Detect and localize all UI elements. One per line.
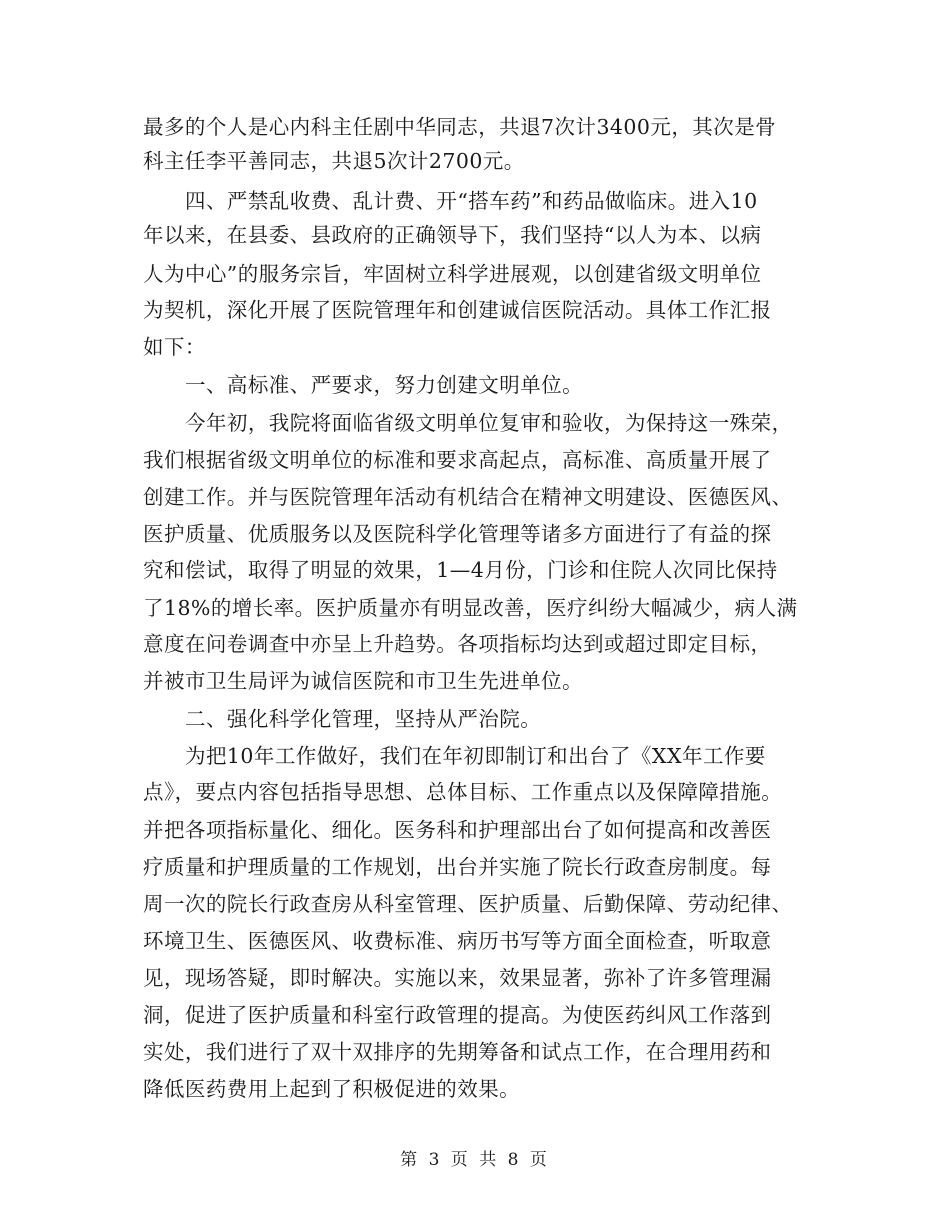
text-line: 为契机，深化开展了医院管理年和创建诚信医院活动。具体工作汇报 [143,298,772,322]
text-line: 并把各项指标量化、细化。医务科和护理部出台了如何提高和改善医 [143,818,772,842]
text-line: 环境卫生、医德医风、收费标准、病历书写等方面全面检查，听取意 [143,929,772,953]
text-line: 我们根据省级文明单位的标准和要求高起点，高标准、高质量开展了 [143,448,772,472]
text-line: 见，现场答疑，即时解决。实施以来，效果显著，弥补了许多管理漏 [143,966,772,990]
page-footer: 第 3 页 共 8 页 [400,1150,550,1170]
text-line: 医护质量、优质服务以及医院科学化管理等诸多方面进行了有益的探 [143,522,772,546]
text-line: 最多的个人是心内科主任剧中华同志，共退7次计3400元，其次是骨 [143,115,777,139]
text-line: 洞，促进了医护质量和科室行政管理的提高。为使医药纠风工作落到 [143,1003,772,1027]
text-line: 今年初，我院将面临省级文明单位复审和验收，为保持这一殊荣， [185,411,793,435]
text-line: 疗质量和护理质量的工作规划，出台并实施了院长行政查房制度。每 [143,855,772,879]
section-heading: 一、高标准、严要求，努力创建文明单位。 [185,373,584,397]
text-line: 年以来，在县委、县政府的正确领导下，我们坚持“以人为本、以病 [143,223,762,247]
paragraph-heading: 四、严禁乱收费、乱计费、开“搭车药”和药品做临床。进入10 [185,189,758,213]
text-line: 科主任李平善同志，共退5次计2700元。 [143,149,525,173]
text-line: 意度在问卷调查中亦呈上升趋势。各项指标均达到或超过即定目标， [143,632,772,656]
text-line: 实处，我们进行了双十双排序的先期筹备和试点工作，在合理用药和 [143,1040,772,1064]
text-line: 如下： [143,335,206,359]
text-line: 为把10年工作做好，我们在年初即制订和出台了《XX年工作要 [185,744,766,768]
text-line: 人为中心”的服务宗旨，牢固树立科学进展观，以创建省级文明单位 [143,262,762,286]
text-line: 创建工作。并与医院管理年活动有机结合在精神文明建设、医德医风、 [143,485,793,509]
section-heading: 二、强化科学化管理，坚持从严治院。 [185,707,542,731]
text-line: 降低医药费用上起到了积极促进的效果。 [143,1077,521,1101]
text-line: 究和偿试，取得了明显的效果，1—4月份，门诊和住院人次同比保持 [143,558,778,582]
text-line: 点》，要点内容包括指导思想、总体目标、工作重点以及保障障措施。 [143,780,783,804]
text-line: 了18%的增长率。医护质量亦有明显改善，医疗纠纷大幅减少，病人满 [143,596,798,620]
text-line: 周一次的院长行政查房从科室管理、医护质量、后勤保障、劳动纪律、 [143,892,793,916]
text-line: 并被市卫生局评为诚信医院和市卫生先进单位。 [143,669,583,693]
